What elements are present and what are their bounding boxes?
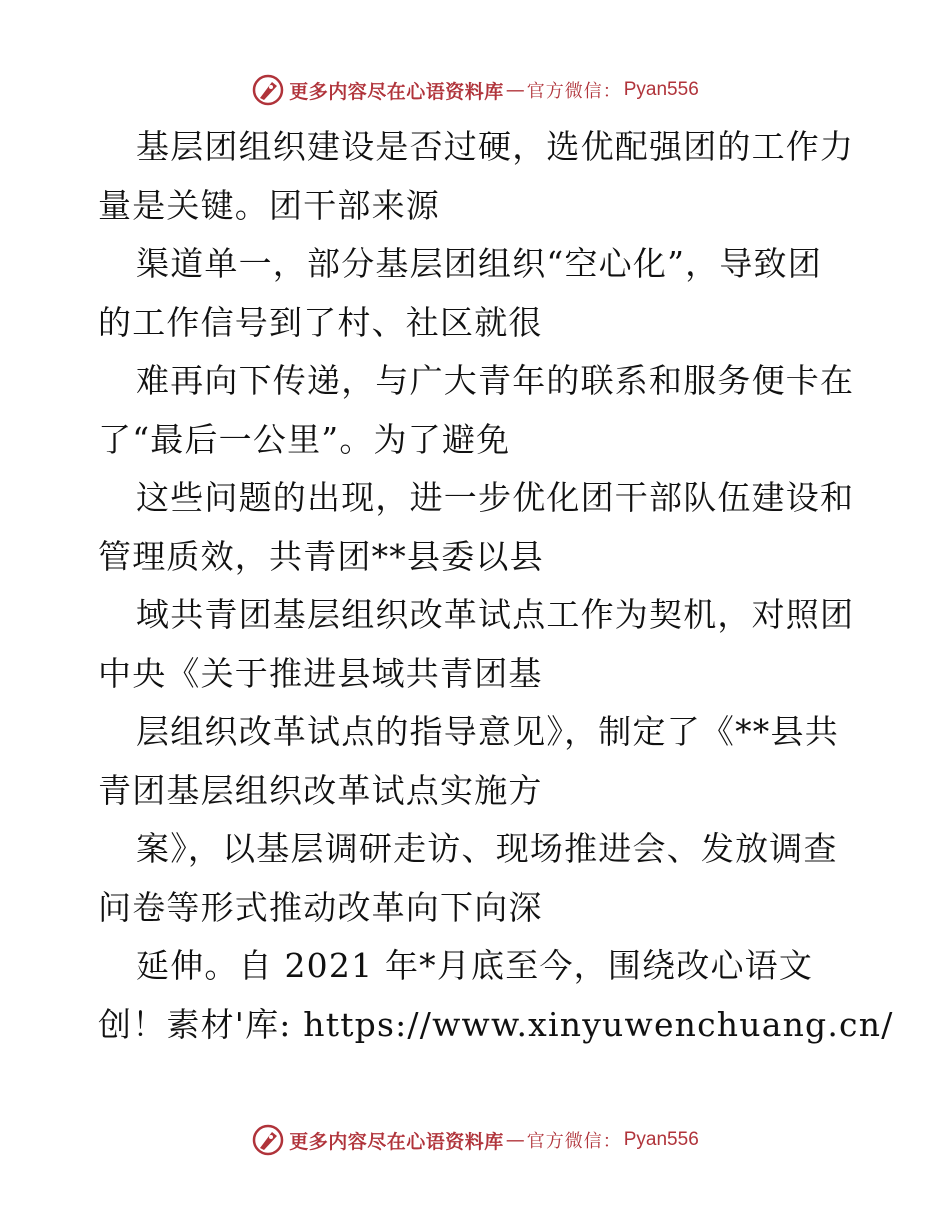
text-line: 中央《关于推进县域共青团基	[98, 653, 543, 693]
text-line: 量是关键。团干部来源	[98, 185, 440, 225]
text-line: 这些问题的出现，进一步优化团干部队伍建设和	[136, 478, 855, 517]
text-line: 难再向下传递，与广大青年的联系和服务便卡在	[136, 361, 855, 400]
text-line: 了“最后一公里”。为了避免	[98, 419, 511, 459]
text-line: 青团基层组织改革试点实施方	[98, 770, 543, 810]
text-line: 的工作信号到了村、社区就很	[98, 302, 543, 342]
banner-main-text: 更多内容尽在心语资料库	[289, 1130, 504, 1153]
text-line: 问卷等形式推动改革向下向深	[98, 887, 543, 927]
banner-sub-text: 官方微信：	[526, 81, 622, 102]
text-line: 案》，以基层调研走访、现场推进会、发放调查	[136, 829, 838, 868]
text-line: 管理质效，共青团**县委以县	[98, 536, 544, 576]
banner-wechat-id: Pyan556	[623, 1129, 699, 1150]
banner-separator: —	[505, 79, 525, 101]
banner-main-text: 更多内容尽在心语资料库	[289, 80, 504, 103]
text-line: 延伸。自 2021 年*月底至今，围绕改心语文	[136, 946, 814, 985]
banner-separator: —	[505, 1129, 525, 1151]
banner-sub-text: 官方微信：	[526, 1131, 622, 1152]
pen-nib-logo-icon	[251, 1123, 285, 1157]
pen-nib-logo-icon	[251, 73, 285, 107]
text-line: 层组织改革试点的指导意见》，制定了《**县共	[136, 712, 839, 751]
text-line: 基层团组织建设是否过硬，选优配强团的工作力	[136, 127, 855, 166]
text-line: 渠道单一，部分基层团组织“空心化”，导致团	[136, 244, 822, 283]
text-line: 创！素材'库: https://www.xinyuwenchuang.cn/	[98, 1004, 894, 1044]
footer-banner	[0, 1120, 950, 1160]
document-body	[98, 118, 894, 1054]
text-line: 域共青团基层组织改革试点工作为契机，对照团	[136, 595, 855, 634]
header-banner	[0, 70, 950, 110]
banner-wechat-id: Pyan556	[623, 79, 699, 100]
